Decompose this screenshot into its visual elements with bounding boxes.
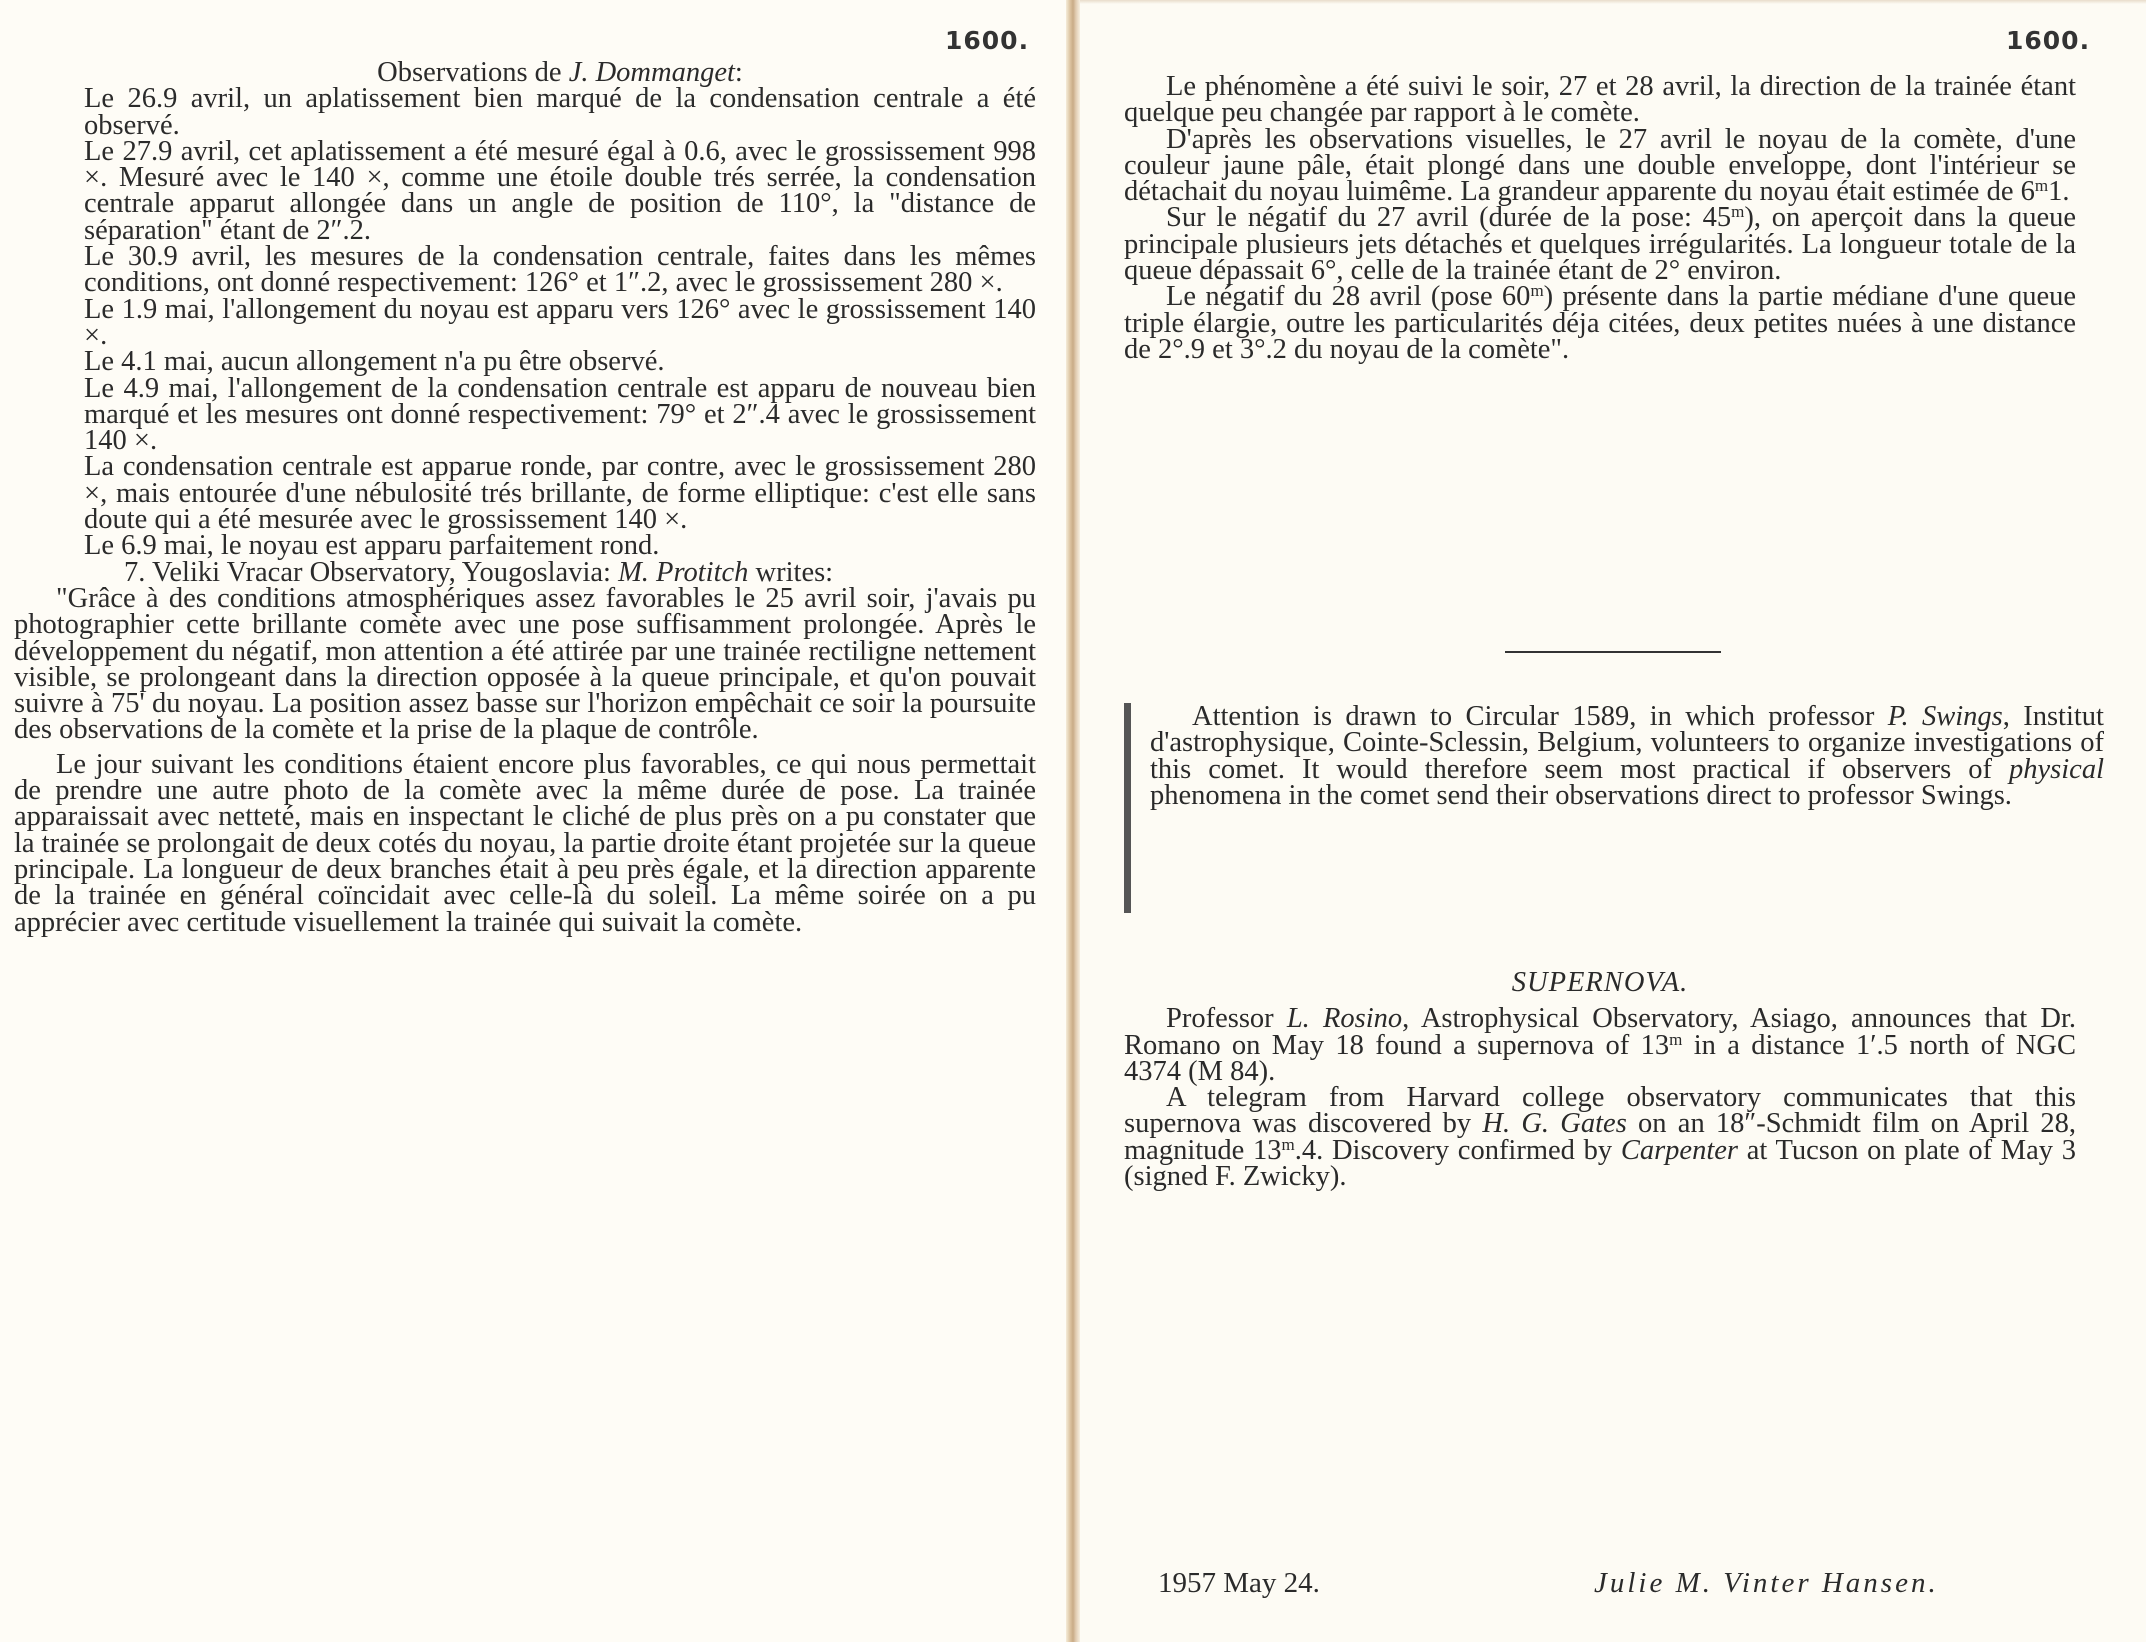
observer-name: M. Protitch	[618, 556, 749, 588]
person-name: P. Swings	[1887, 701, 2003, 732]
observation-entry: Le 6.9 mai, le noyau est apparu parfaitement rond.	[84, 530, 660, 562]
notice-paragraph	[1150, 701, 2104, 811]
writes-label: writes:	[755, 556, 834, 588]
paragraph: Le phénomène a été suivi le soir, 27 et 28 avril, la direction de la trainée étant quelque peu changée par rapport à le comète.	[1124, 71, 2076, 129]
paragraph	[1124, 123, 2076, 208]
paragraph-text: D'après les observations visuelles, le 27 avril le noyau de la comète, d'une couleur jaune pâle, était plongé dans une double enveloppe, dont l'intérieur se détachait du noyau luimême. La grandeur apparente du noyau était estimée de 6	[1124, 123, 2076, 208]
observation-entry: La condensation centrale est apparue ronde, par contre, avec le grossissement 280 ×, mais entourée d'une nébulosité trés brillante, de forme elliptique: c'est elle sans doute qui a été mesurée avec le grossissement 140 ×.	[84, 451, 1036, 536]
person-name: L. Rosino	[1286, 1003, 1403, 1035]
observation-entry: Le 1.9 mai, l'allongement du noyau est apparu vers 126° avec le grossissement 140 ×.	[84, 293, 1036, 351]
observation-entry: Le 26.9 avril, un aplatissement bien marqué de la condensation centrale a été observé.	[84, 83, 1036, 141]
observation-entry: Le 4.1 mai, aucun allongement n'a pu être observé.	[84, 346, 665, 378]
supernova-section	[1124, 967, 2077, 1193]
paragraph-text: at Tucson on plate of May 3 (signed F. Zwicky).	[1124, 1134, 2076, 1193]
quote-paragraph: Le jour suivant les conditions étaient encore plus favorables, ce qui nous permettait de prendre une autre photo de la comète avec la même durée de pose. La trainée apparaissait avec netteté, mais en inspectant le cliché de plus près on a pu constater que la trainée se prolongait de deux cotés du noyau, la partie droite étant projetée sur la queue principale. La longueur de deux branches était à peu près égale, et la direction apparente de la trainée en général coïncidait avec celle-là du soleil. La même soirée on a pu apprécier avec certitude visuellement la trainée qui suivait la comète.	[14, 748, 1036, 938]
circular-number: 1600.	[2006, 26, 2091, 55]
paragraph	[1124, 281, 2076, 365]
magnitude-superscript: m	[1669, 1029, 1683, 1049]
left-column	[14, 57, 1036, 938]
paragraph	[1124, 1082, 2076, 1193]
paragraph-text: Le négatif du 28 avril (pose 60	[1166, 281, 1531, 313]
right-column	[1124, 71, 2077, 365]
notice-text-part: , Institut d'astrophysique, Cointe-Sclessin, Belgium, volunteers to organize investigations of this comet. It would therefore seem most practical if observers of	[1150, 701, 2104, 785]
heading-text: Observations de	[377, 57, 569, 88]
person-name: H. G. Gates	[1482, 1108, 1627, 1140]
left-page	[0, 0, 1068, 1642]
paragraph-text: on an 18″-Schmidt film on April 28, magnitude 13	[1124, 1108, 2076, 1166]
observation-entry: Le 30.9 avril, les mesures de la condensation centrale, faites dans les mêmes conditions, ont donné respectivement: 126° et 1″.2, avec le grossissement 280 ×.	[84, 241, 1036, 299]
notice-text-part: Attention is drawn to Circular 1589, in which professor	[1192, 701, 1888, 732]
emphasis: physical	[2009, 753, 2104, 785]
minutes-superscript: m	[1530, 281, 1544, 301]
paragraph-text: 1.	[2048, 176, 2070, 208]
observation-entry: Le 4.9 mai, l'allongement de la condensation centrale est apparu de nouveau bien marqué et les mesures ont donné respectivement: 79° et 2″.4 avec le grossissement 140 ×.	[84, 372, 1036, 457]
editor-signature: Julie M. Vinter Hansen.	[1594, 1567, 1939, 1599]
observatory-name: 7. Veliki Vracar Observatory, Yougoslavia:	[124, 556, 619, 588]
heading-colon: :	[734, 57, 743, 88]
section-7-heading	[14, 556, 1036, 588]
paragraph-text: .4. Discovery confirmed by	[1294, 1134, 1621, 1166]
notice-text-part: phenomena in the comet send their observations direct to professor Swings.	[1150, 779, 2012, 811]
paragraph-text: A telegram from Harvard college observatory communicates that this supernova was discovered by	[1124, 1082, 2076, 1140]
paragraph-text: in a distance 1′.5 north of NGC 4374 (M 84).	[1124, 1029, 2076, 1087]
observer-name: J. Dommanget	[568, 57, 735, 88]
circular-number: 1600.	[945, 26, 1030, 55]
magnitude-superscript: m	[1281, 1134, 1295, 1154]
paragraph-text: ) présente dans la partie médiane d'une queue triple élargie, outre les particularités déja citées, deux petites nuées à une distance de 2°.9 et 3°.2 du noyau de la comète".	[1124, 281, 2076, 365]
supernova-title: SUPERNOVA.	[1511, 967, 1689, 998]
paragraph	[1124, 202, 2077, 287]
notice-margin-bar	[1124, 703, 1131, 913]
paragraph	[1124, 1003, 2077, 1087]
magnitude-superscript: m	[2034, 176, 2049, 196]
issue-date: 1957 May 24.	[1158, 1567, 1320, 1599]
paragraph-text: ), on aperçoit dans la queue principale plusieurs jets détachés et quelques irrégularités. La longueur totale de la queue dépassait 6°, celle de la trainée étant de 2° environ.	[1124, 202, 2077, 287]
paragraph-text: Professor	[1166, 1003, 1287, 1035]
notice-text	[1150, 701, 2104, 811]
paragraph-text: Sur le négatif du 27 avril (durée de la pose: 45	[1166, 202, 1732, 234]
section-divider	[1505, 651, 1721, 653]
quote-paragraph: "Grâce à des conditions atmosphériques assez favorables le 25 avril soir, j'avais pu photographier cette brillante comète avec une pose suffisamment prolongée. Après le développement du négatif, mon attention a été attirée par une trainée rectiligne nettement visible, se prolongeant dans la direction opposée à la queue principale, et qu'on pouvait suivre à 75' du noyau. La position assez basse sur l'horizon empêchait ce soir la poursuite des observations de la comète et la prise de la plaque de contrôle.	[14, 582, 1036, 746]
observation-entry: Le 27.9 avril, cet aplatissement a été mesuré égal à 0.6, avec le grossissement 998 ×. Mesuré avec le 140 ×, comme une étoile double trés serrée, la condensation centrale apparut allongée dans un angle de position de 110°, la "distance de séparation" étant de 2″.2.	[84, 135, 1036, 246]
minutes-superscript: m	[1731, 202, 1745, 222]
paragraph-text: , Astrophysical Observatory, Asiago, announces that Dr. Romano on May 18 found a supernova of 13	[1124, 1003, 2077, 1061]
person-name: Carpenter	[1620, 1134, 1738, 1166]
